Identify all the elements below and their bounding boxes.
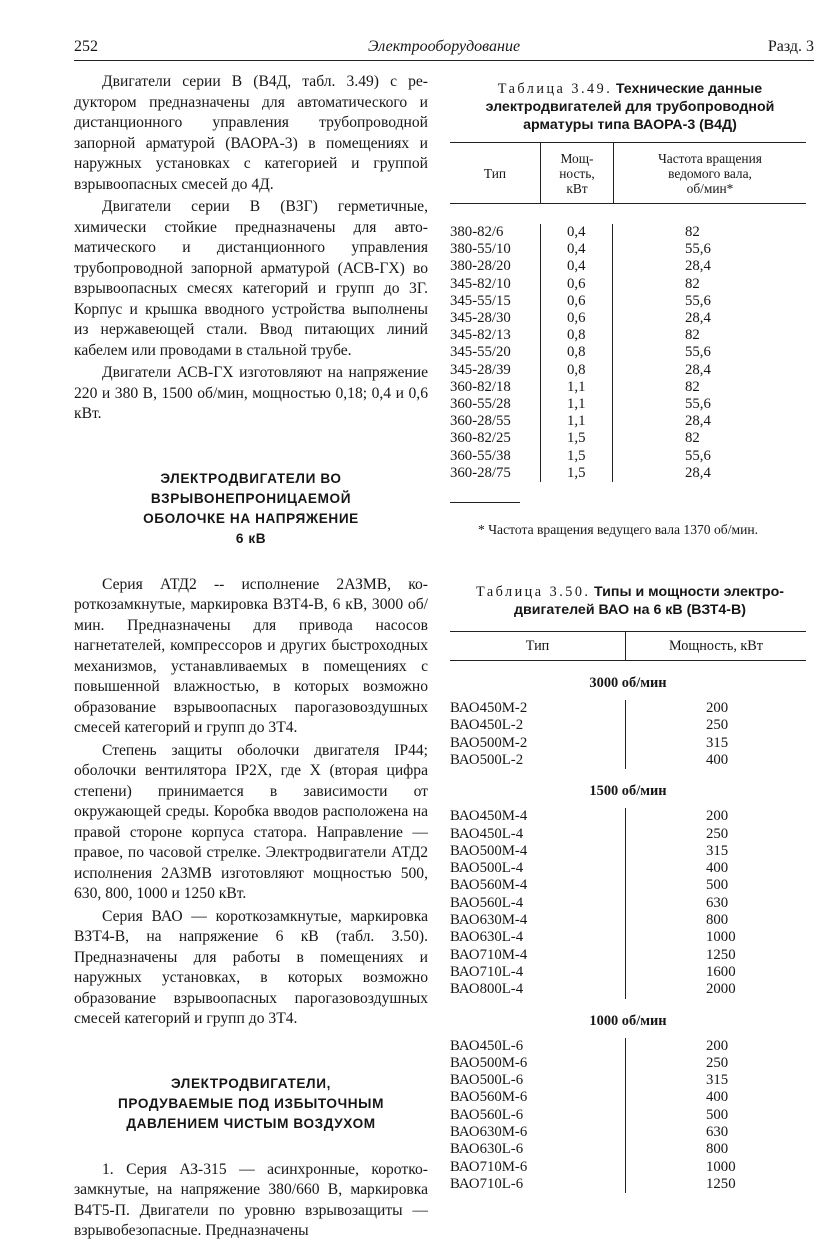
table-cell-type: 360-82/18 xyxy=(450,378,511,395)
table-cell-type: ВАО500L-6 xyxy=(450,1072,524,1089)
table-cell-type: 345-82/10 xyxy=(450,275,511,292)
paragraph: Серия АТД2 -- исполнение 2АЗМВ, короткозамкнутые, маркировка ВЗТ4-В, 6 кВ, 3000 об/мин. Предназначены для привода насосов нагнетателей, компрессоров и других быстроходных механизмов, устанавливаемых в помещениях с повышенной влажностью, в которых возможно образование взрывоопасных парогазовоздушных смесей категорий и групп до 3Т4. xyxy=(74,575,428,736)
table-cell-speed: 82 xyxy=(685,378,700,395)
group-title: 3000 об/мин xyxy=(589,675,667,692)
running-title: Электрооборудование xyxy=(367,38,521,55)
paragraph: Двигатели серии В (В4Д, табл. 3.49) с редуктором предназначены для автоматического и дистанционного управления трубопроводной запорной арматурой (ВАОРА-3) в помещениях и наружных установках с категорией и группой взрывоопасных смесей до 4Д. xyxy=(74,73,428,193)
table-cell-power: 1250 xyxy=(706,946,736,963)
paragraph: Двигатели серии В (ВЗГ) герметичные, химически стойкие предназначены для автоматического и дистанционного управления трубопроводной запорной арматурой (АСВ-ГХ) во взрывоопасных смесях категорий и групп до 3Г. Корпус и крышка вводного устройства выполнены из нержавеющей стали. Ввод питающих линий кабелем или проводами в стальной трубе. xyxy=(74,198,428,359)
paragraph: Серия ВАО — короткозамкнутые, маркировка ВЗТ4-В, на напряжение 6 кВ (табл. 3.50). Предназначены для работы в помещениях и наружных установках, в которых возможно образование взрывоопасных парогазовоздушных смесей категорий и групп до 3Т4. xyxy=(74,907,428,1027)
table-cell-type: 380-28/20 xyxy=(450,258,511,275)
type-column xyxy=(450,1038,625,1194)
table-cell-power: 250 xyxy=(706,717,729,734)
table-cell-type: ВАО560М-6 xyxy=(450,1089,528,1106)
table-body xyxy=(450,661,806,1193)
table-cell-type: ВАО800L-4 xyxy=(450,981,524,998)
section-label: Разд. 3 xyxy=(767,38,814,55)
table-3-49 xyxy=(450,142,806,482)
table-cell-type: ВАО630L-6 xyxy=(450,1141,524,1158)
table-cell-type: ВАО630L-4 xyxy=(450,929,524,946)
table-cell-power: 1,1 xyxy=(567,396,586,413)
table-cell-type: ВАО710L-4 xyxy=(450,963,524,980)
table-cell-type: ВАО450L-6 xyxy=(450,1037,524,1054)
table-cell-power: 1,1 xyxy=(567,413,586,430)
table-cell-power: 0,8 xyxy=(567,361,586,378)
table-cell-power: 1,1 xyxy=(567,378,586,395)
table-cell-type: 360-55/28 xyxy=(450,396,511,413)
column-header-type: Тип xyxy=(483,165,507,181)
right-column xyxy=(450,80,810,1193)
table-cell-power: 800 xyxy=(706,1141,729,1158)
table-cell-power: 630 xyxy=(706,1123,729,1140)
paragraph: Двигатели АСВ-ГХ изготовляют на напряжение 220 и 380 В, 1500 об/мин, мощностью 0,18; 0,4 и 0,6 кВт. xyxy=(74,364,428,422)
table-cell-power: 0,6 xyxy=(567,310,586,327)
table-caption: Таблица 3.49. Технические данные электродвигателей для трубопроводной арматуры типа ВАОРА-3 (В4Д) xyxy=(485,81,775,133)
table-cell-type: 345-55/15 xyxy=(450,292,511,309)
table-cell-speed: 55,6 xyxy=(685,344,711,361)
group-rows xyxy=(450,700,806,769)
table-cell-type: ВАО450М-2 xyxy=(450,700,528,717)
table-cell-speed: 55,6 xyxy=(685,292,711,309)
section-heading: ЭЛЕКТРОДВИГАТЕЛИ, ПРОДУВАЕМЫЕ ПОД ИЗБЫТОЧНЫМ ДАВЛЕНИЕМ ЧИСТЫМ ВОЗДУХОМ xyxy=(118,1075,384,1131)
table-cell-type: 345-28/30 xyxy=(450,310,511,327)
table-cell-type: 360-28/75 xyxy=(450,464,511,481)
table-cell-type: ВАО500М-2 xyxy=(450,734,528,751)
table-cell-power: 400 xyxy=(706,860,729,877)
table-cell-type: ВАО450L-4 xyxy=(450,825,524,842)
table-cell-type: 360-82/25 xyxy=(450,430,511,447)
table-cell-power: 0,6 xyxy=(567,275,586,292)
table-cell-speed: 55,6 xyxy=(685,396,711,413)
type-column xyxy=(450,808,625,998)
table-cell-type: 360-55/38 xyxy=(450,447,511,464)
table-header xyxy=(450,143,806,204)
power-column xyxy=(625,700,806,769)
table-cell-power: 1250 xyxy=(706,1175,736,1192)
table-cell-type: ВАО710L-6 xyxy=(450,1175,524,1192)
table-cell-power: 1000 xyxy=(706,929,736,946)
column-header-power: Мощ- ность, кВт xyxy=(540,143,613,203)
paragraph: 1. Серия АЗ-315 — асинхронные, короткозамкнутые, на напряжение 380/660 В, маркировка В4Т5-П. Двигатели по уровню взрывозащиты — взрывобезопасные. Предназначены xyxy=(74,1160,428,1239)
table-cell-power: 500 xyxy=(706,877,729,894)
table-cell-type: ВАО710М-4 xyxy=(450,946,528,963)
column-header-type: Тип xyxy=(525,637,550,654)
table-cell-type: 380-82/6 xyxy=(450,224,504,240)
table-cell-speed: 82 xyxy=(685,224,700,240)
table-cell-type: 345-82/13 xyxy=(450,327,511,344)
table-cell-power: 0,4 xyxy=(567,241,586,258)
table-cell-type: ВАО560L-6 xyxy=(450,1106,524,1123)
table-cell-power: 0,4 xyxy=(567,258,586,275)
table-header xyxy=(450,632,806,661)
table-cell-type: ВАО560L-4 xyxy=(450,894,524,911)
section-heading: ЭЛЕКТРОДВИГАТЕЛИ ВО ВЗРЫВОНЕПРОНИЦАЕМОЙ ОБОЛОЧКЕ НА НАПРЯЖЕНИЕ 6 кВ xyxy=(143,470,359,546)
table-cell-type: ВАО560М-4 xyxy=(450,877,528,894)
table-cell-type: 345-28/39 xyxy=(450,361,511,378)
table-cell-type: 345-55/20 xyxy=(450,344,511,361)
power-column xyxy=(540,224,612,482)
table-cell-type: 380-55/10 xyxy=(450,241,511,258)
table-3-50 xyxy=(450,631,806,1193)
table-cell-type: ВАО500М-4 xyxy=(450,842,528,859)
table-cell-power: 1,5 xyxy=(567,464,586,481)
group-rows xyxy=(450,1038,806,1194)
table-cell-type: ВАО450L-2 xyxy=(450,717,524,734)
table-cell-power: 630 xyxy=(706,894,729,911)
column-header-speed: Частота вращения ведомого вала, об/мин* xyxy=(613,143,806,203)
paragraph: Степень защиты оболочки двигателя IP44; оболочки вентилятора IP2X, где X (вторая цифра степени) принимается в зависимости от окружающей среды. Коробка вводов расположена на правой стороне корпуса статора. Направление — правое, по часовой стрелке. Электродвигатели АТД2 исполнения 2АЗМВ изготовляют мощностью 500, 630, 800, 1000 и 1250 кВт. xyxy=(74,741,428,902)
table-cell-power: 200 xyxy=(706,1037,729,1054)
left-column xyxy=(74,72,428,1244)
table-cell-type: ВАО500L-2 xyxy=(450,751,524,768)
column-header-power: Мощность, кВт xyxy=(625,632,806,660)
speed-column xyxy=(612,224,806,482)
power-column xyxy=(625,808,806,998)
table-cell-type: ВАО630М-4 xyxy=(450,912,528,929)
table-cell-type: ВАО500L-4 xyxy=(450,860,524,877)
page-number: 252 xyxy=(74,38,98,55)
type-column xyxy=(450,700,625,769)
table-cell-power: 800 xyxy=(706,912,729,929)
table-cell-speed: 82 xyxy=(685,430,700,447)
table-cell-power: 500 xyxy=(706,1106,729,1123)
table-caption: Таблица 3.50. Типы и мощности электро- двигателей ВАО на 6 кВ (ВЗТ4-В) xyxy=(476,584,784,619)
table-cell-power: 2000 xyxy=(706,981,736,998)
table-cell-power: 400 xyxy=(706,751,729,768)
table-cell-speed: 82 xyxy=(685,275,700,292)
table-cell-power: 315 xyxy=(706,1072,729,1089)
table-cell-power: 400 xyxy=(706,1089,729,1106)
table-cell-power: 1000 xyxy=(706,1158,736,1175)
table-cell-power: 200 xyxy=(706,808,729,825)
table-cell-type: 360-28/55 xyxy=(450,413,511,430)
table-cell-power: 1,5 xyxy=(567,430,586,447)
table-cell-speed: 28,4 xyxy=(685,310,711,327)
table-cell-power: 250 xyxy=(706,825,729,842)
table-cell-power: 200 xyxy=(706,700,729,717)
table-cell-power: 0,6 xyxy=(567,292,586,309)
table-cell-speed: 28,4 xyxy=(685,413,711,430)
table-cell-power: 315 xyxy=(706,842,729,859)
group-rows xyxy=(450,808,806,998)
table-cell-power: 0,8 xyxy=(567,327,586,344)
type-column xyxy=(450,224,540,482)
table-cell-power: 0,8 xyxy=(567,344,586,361)
footnote: * Частота вращения ведущего вала 1370 об/мин. xyxy=(478,522,759,538)
table-cell-type: ВАО710М-6 xyxy=(450,1158,528,1175)
footnote-rule xyxy=(450,502,520,503)
table-cell-speed: 82 xyxy=(685,327,700,344)
page-header xyxy=(74,36,814,61)
table-cell-speed: 28,4 xyxy=(685,464,711,481)
table-cell-type: ВАО500М-6 xyxy=(450,1054,528,1071)
table-cell-power: 1,5 xyxy=(567,447,586,464)
power-column xyxy=(625,1038,806,1194)
table-body xyxy=(450,204,806,482)
table-cell-type: ВАО450М-4 xyxy=(450,808,528,825)
table-cell-speed: 28,4 xyxy=(685,258,711,275)
table-cell-power: 315 xyxy=(706,734,729,751)
table-cell-speed: 55,6 xyxy=(685,447,711,464)
table-cell-speed: 28,4 xyxy=(685,361,711,378)
group-title: 1000 об/мин xyxy=(589,1012,667,1029)
table-cell-power: 250 xyxy=(706,1054,729,1071)
table-cell-power: 1600 xyxy=(706,963,736,980)
table-cell-power: 0,4 xyxy=(567,224,586,240)
table-cell-speed: 55,6 xyxy=(685,241,711,258)
table-cell-type: ВАО630М-6 xyxy=(450,1123,528,1140)
group-title: 1500 об/мин xyxy=(589,783,667,800)
